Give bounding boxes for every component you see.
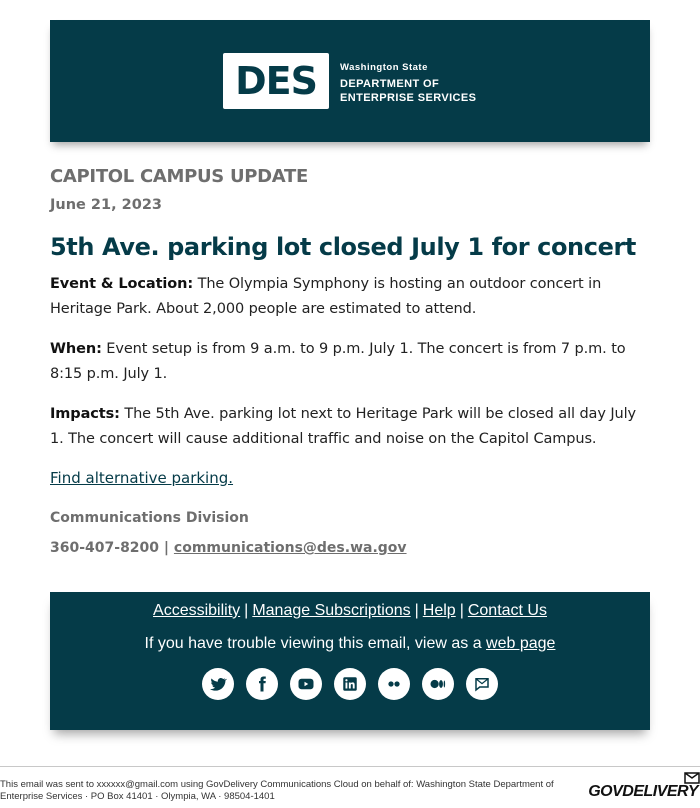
agency-state: Washington State — [340, 62, 428, 73]
impacts-label: Impacts: — [50, 406, 120, 422]
when-text: Event setup is from 9 a.m. to 9 p.m. July 1. The concert is from 7 p.m. to 8:15 p.m. July 1. — [50, 341, 626, 382]
help-link[interactable]: Help — [422, 602, 456, 619]
impacts-paragraph — [50, 402, 650, 452]
alternative-parking-link[interactable]: Find alternative parking. — [50, 469, 234, 487]
impacts-text: The 5th Ave. parking lot next to Heritage Park will be closed all day July 1. The concert will cause additional traffic and noise on the Capitol Campus. — [50, 406, 637, 447]
footer-separator: | — [459, 602, 464, 619]
agency-dept-line2: ENTERPRISE SERVICES — [340, 92, 477, 104]
email-content — [50, 142, 650, 560]
agency-name — [340, 62, 476, 105]
contact-line — [50, 536, 650, 560]
parking-link-line — [50, 466, 650, 490]
footer-links — [50, 601, 650, 621]
when-paragraph — [50, 337, 650, 387]
email-footer — [50, 592, 650, 730]
linkedin-icon[interactable] — [334, 668, 366, 700]
issue-date: June 21, 2023 — [50, 197, 163, 213]
event-label: Event & Location: — [50, 276, 194, 292]
event-text: The Olympia Symphony is hosting an outdoor concert in Heritage Park. About 2,000 people are estimated to attend. — [50, 276, 602, 317]
when-label: When: — [50, 341, 102, 357]
accessibility-link[interactable]: Accessibility — [153, 602, 241, 619]
web-page-link[interactable]: web page — [486, 635, 556, 652]
agency-dept-line1: DEPARTMENT OF — [340, 78, 440, 90]
disclaimer-text: This email was sent to xxxxxx@gmail.com using GovDelivery Communications Cloud on behalf of: Washington State Department of Enterprise Services · PO Box 41401 · Olympia, WA · 98504-1401 — [0, 779, 554, 802]
email-header — [50, 20, 650, 142]
des-logo: DES — [223, 53, 329, 109]
division-name: Communications Division — [50, 510, 249, 526]
footer-separator: | — [244, 602, 249, 619]
eyebrow-title: CAPITOL CAMPUS UPDATE — [50, 166, 308, 187]
govdelivery-logo: GOVDELIVERY — [588, 783, 698, 800]
contact-separator: | — [163, 540, 170, 556]
phone-number: 360-407-8200 — [50, 540, 160, 556]
medium-icon[interactable] — [422, 668, 454, 700]
facebook-icon[interactable] — [246, 668, 278, 700]
youtube-icon[interactable] — [290, 668, 322, 700]
email-body — [50, 20, 650, 560]
flickr-icon[interactable] — [378, 668, 410, 700]
social-icons — [50, 668, 650, 700]
view-text: If you have trouble viewing this email, view as a — [144, 635, 487, 652]
footer-separator: | — [414, 602, 419, 619]
view-online-line — [50, 634, 650, 654]
event-paragraph — [50, 272, 650, 322]
headline: 5th Ave. parking lot closed July 1 for concert — [50, 233, 636, 261]
contact-us-link[interactable]: Contact Us — [467, 602, 547, 619]
disclaimer-bar — [0, 766, 700, 802]
email-link[interactable]: communications@des.wa.gov — [173, 540, 407, 556]
twitter-icon[interactable] — [202, 668, 234, 700]
email-icon[interactable] — [466, 668, 498, 700]
manage-subscriptions-link[interactable]: Manage Subscriptions — [252, 602, 411, 619]
